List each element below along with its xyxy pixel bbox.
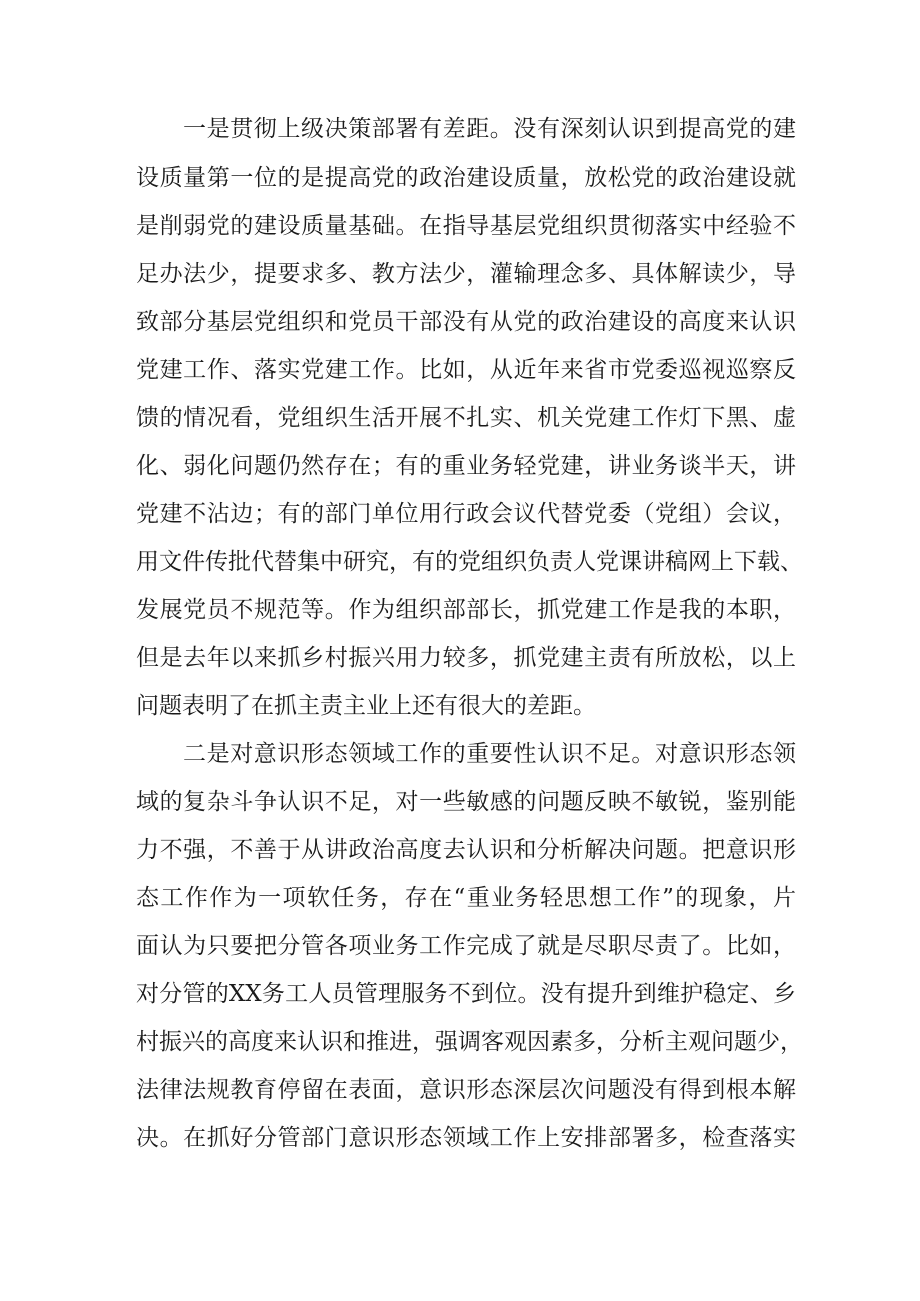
paragraph-line: 党建工作、落实党建工作。比如，从近年来省市党委巡视巡察反 bbox=[136, 357, 796, 383]
paragraph-line: 致部分基层党组织和党员干部没有从党的政治建设的高度来认识 bbox=[136, 309, 796, 335]
paragraph-line: 足办法少，提要求多、教方法少，灌输理念多、具体解读少，导 bbox=[136, 261, 796, 287]
paragraph-line: 决。在抓好分管部门意识形态领域工作上安排部署多，检查落实 bbox=[136, 1125, 796, 1151]
paragraph-line: 党建不沾边；有的部门单位用行政会议代替党委（党组）会议， bbox=[136, 501, 796, 527]
paragraph-line: 发展党员不规范等。作为组织部部长，抓党建工作是我的本职， bbox=[136, 597, 796, 623]
paragraph-line: 问题表明了在抓主责主业上还有很大的差距。 bbox=[136, 693, 596, 719]
paragraph-line: 是削弱党的建设质量基础。在指导基层党组织贯彻落实中经验不 bbox=[136, 213, 796, 239]
paragraph-line: 馈的情况看，党组织生活开展不扎实、机关党建工作灯下黑、虚 bbox=[136, 405, 796, 431]
paragraph-line: 域的复杂斗争认识不足，对一些敏感的问题反映不敏锐，鉴别能 bbox=[136, 789, 796, 815]
paragraph-line: 村振兴的高度来认识和推进，强调客观因素多，分析主观问题少， bbox=[136, 1029, 803, 1055]
paragraph-line: 用文件传批代替集中研究，有的党组织负责人党课讲稿网上下载、 bbox=[136, 549, 803, 575]
paragraph-line: 法律法规教育停留在表面，意识形态深层次问题没有得到根本解 bbox=[136, 1077, 796, 1103]
paragraph-line: 化、弱化问题仍然存在；有的重业务轻党建，讲业务谈半天，讲 bbox=[136, 453, 796, 479]
paragraph-line: 面认为只要把分管各项业务工作完成了就是尽职尽责了。比如， bbox=[136, 933, 796, 959]
paragraph-line: 设质量第一位的是提高党的政治建设质量，放松党的政治建设就 bbox=[136, 165, 796, 191]
paragraph-line: 一是贯彻上级决策部署有差距。没有深刻认识到提高党的建 bbox=[183, 116, 796, 142]
paragraph-line: 力不强，不善于从讲政治高度去认识和分析解决问题。把意识形 bbox=[136, 837, 796, 863]
paragraph-line: 但是去年以来抓乡村振兴用力较多，抓党建主责有所放松，以上 bbox=[136, 645, 796, 671]
paragraph-line: 对分管的XX务工人员管理服务不到位。没有提升到维护稳定、乡 bbox=[136, 981, 796, 1007]
paragraph-line: 态工作作为一项软任务，存在“重业务轻思想工作”的现象，片 bbox=[136, 885, 796, 911]
paragraph-line: 二是对意识形态领域工作的重要性认识不足。对意识形态领 bbox=[183, 741, 796, 767]
